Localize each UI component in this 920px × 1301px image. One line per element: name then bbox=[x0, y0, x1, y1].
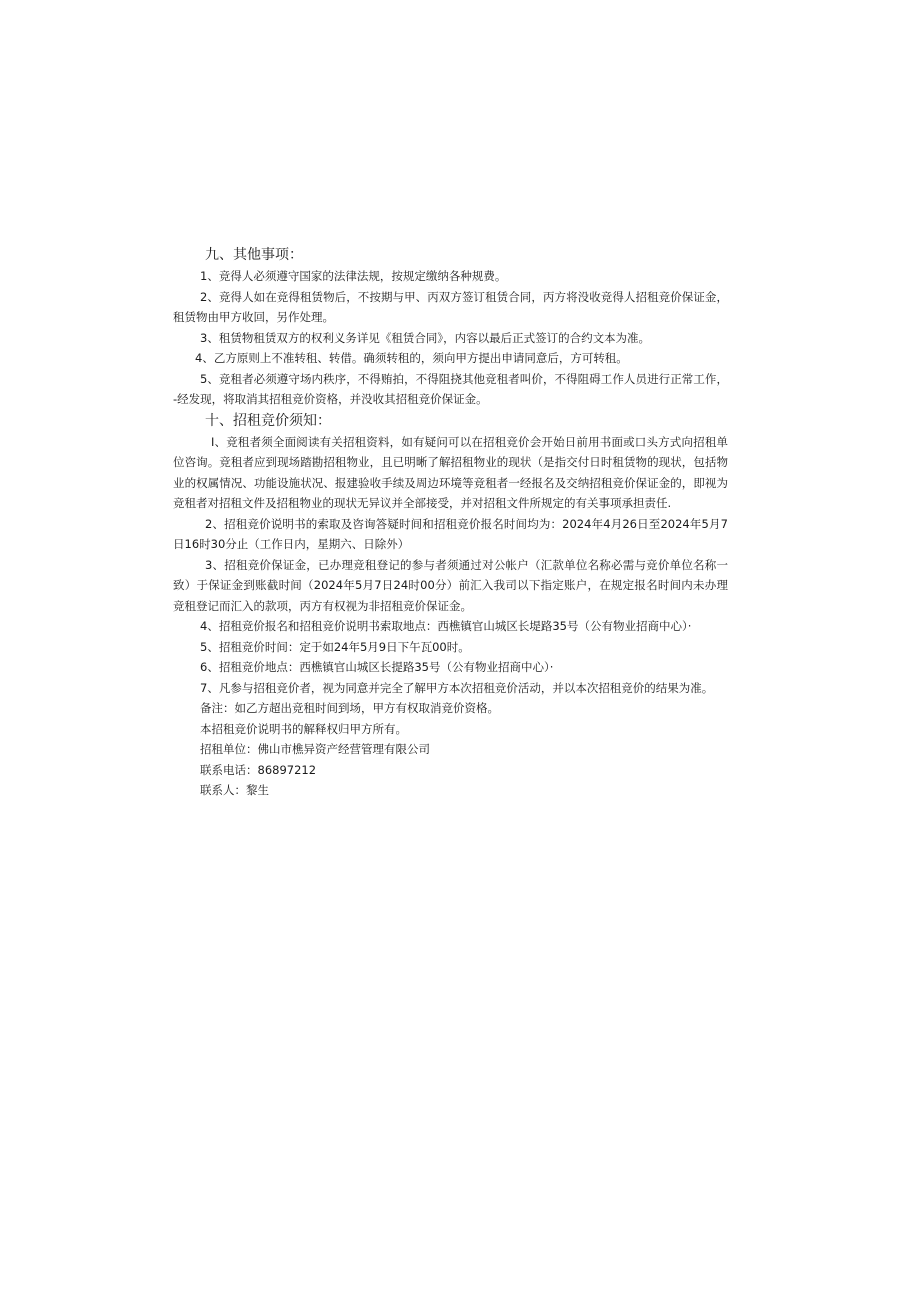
section-10-item-2: 2、招租竞价说明书的索取及咨询答疑时间和招租竞价报名时间均为：2024年4月26日至2024年5月7日16时30分止（工作日内，星期六、日除外） bbox=[173, 516, 728, 551]
footer-unit: 招租单位：佛山市樵异资产经营管理有限公司 bbox=[200, 742, 430, 756]
section-9-item-3: 3、租赁物租赁双方的权利义务详见《租赁合同》，内容以最后正式签订的合约文本为准。 bbox=[200, 330, 651, 345]
section-10-item-6: 6、招租竞价地点：西樵镇官山城区长提路35号（公有物业招商中心）· bbox=[200, 660, 554, 674]
section-10-item-1: I、竞租者须全面阅读有关招租资料，如有疑问可以在招租竞价会开始日前用书面或口头方式向招租单位咨询。竞租者应到现场踏勘招租物业，且已明晰了解招租物业的现状（是指交付日时租赁物的现状，包括物业的权属情况、功能设施状况、报建验收手续及周边环境等竞租者一经报名及交纳招租竞价保证金的，即视为竞租者对招租文件及招租物业的现状无异议并全部接受，并对招租文件所规定的有关事项承担责任. bbox=[173, 434, 728, 510]
document-page bbox=[173, 244, 728, 801]
section-10-title: 十、招租竞价须知： bbox=[205, 412, 331, 429]
section-9-title: 九、其他事项： bbox=[205, 247, 303, 263]
section-9-item-5: 5、竞租者必须遵守场内秩序，不得贿拍，不得阻挠其他竞租者叫价，不得阻碍工作人员进行正常工作，-经发现，将取消其招租竞价资格，并没收其招租竞价保证金。 bbox=[173, 371, 728, 406]
footer-note: 备注：如乙方超出竞租时间到场，甲方有权取消竞价资格。 bbox=[200, 701, 499, 715]
section-10-item-5: 5、招租竞价时间：定于如24年5月9日下午瓦00时。 bbox=[200, 639, 470, 654]
section-10-item-3: 3、招租竞价保证金，已办理竞租登记的参与者须通过对公帐户（汇款单位名称必需与竞价单位名称一致）于保证金到账截时间（2024年5月7日24时00分）前汇入我司以下指定账户，在规定报名时间内未办理竞租登记而汇入的款项，丙方有权视为非招租竞价保证金。 bbox=[173, 557, 728, 613]
section-9-item-2: 2、竞得人如在竞得租赁物后，不按期与甲、丙双方签订租赁合同，丙方将没收竞得人招租竞价保证金，租赁物由甲方收回，另作处理。 bbox=[173, 289, 728, 324]
footer-contact: 联系人：黎生 bbox=[200, 783, 269, 797]
footer-phone: 联系电话：86897212 bbox=[200, 762, 317, 777]
section-10-item-7: 7、凡参与招租竞价者，视为同意并完全了解甲方本次招租竞价活动，并以本次招租竞价的结果为准。 bbox=[200, 680, 714, 695]
footer-rights: 本招租竞价说明书的解释权归甲方所有。 bbox=[200, 721, 407, 736]
section-9-item-4: 4、乙方原则上不准转租、转借。确须转租的，须向甲方提出申请同意后，方可转租。 bbox=[195, 351, 628, 365]
section-9-item-1: 1、竞得人必须遵守国家的法律法规，按规定缴纳各种规费。 bbox=[200, 269, 507, 283]
section-10-item-4: 4、招租竞价报名和招租竞价说明书索取地点：西樵镇官山城区长堤路35号（公有物业招商中心）· bbox=[200, 619, 692, 633]
